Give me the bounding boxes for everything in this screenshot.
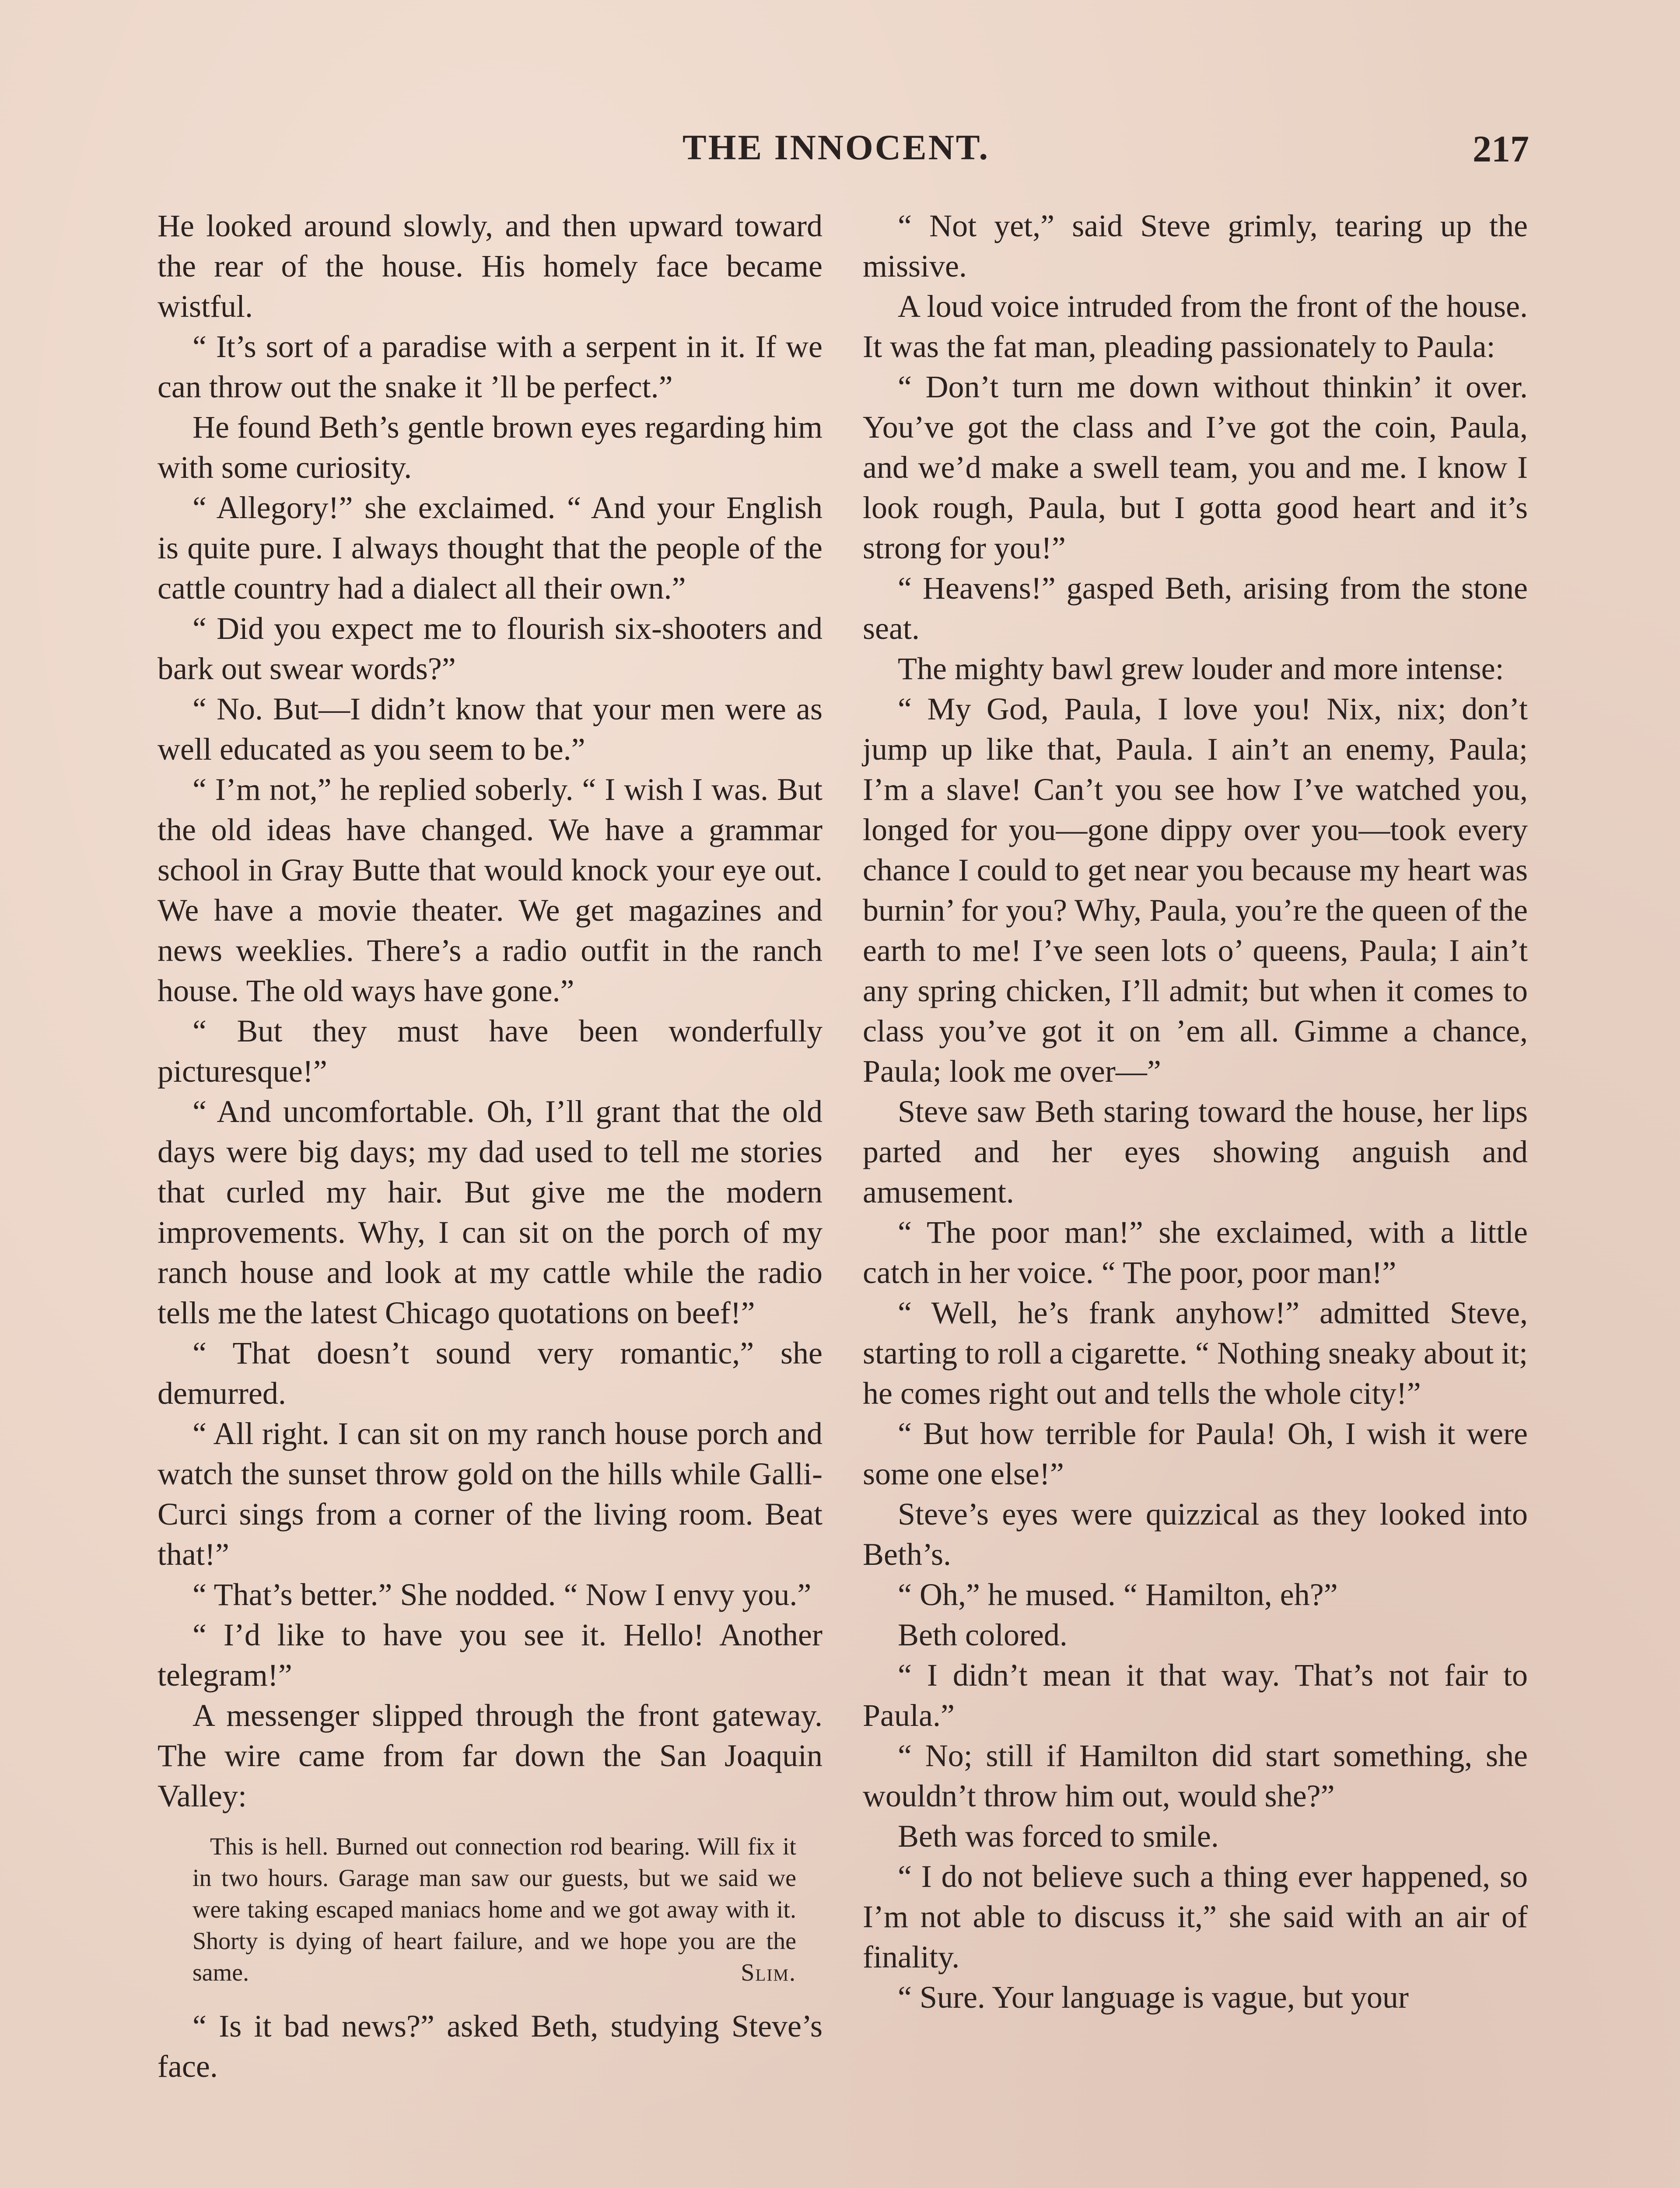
- telegram-signature: Slim.: [741, 1959, 796, 1986]
- paragraph: A loud voice intruded from the front of the house. It was the fat man, pleading passionately to Paula:: [863, 289, 1528, 364]
- page-header: [682, 127, 1529, 175]
- paragraph: “ No. But—I didn’t know that your men were as well educated as you seem to be.”: [158, 691, 822, 767]
- paragraph: Beth colored.: [898, 1617, 1068, 1652]
- paragraph: Beth was forced to smile.: [898, 1819, 1219, 1854]
- left-column: [158, 206, 822, 2086]
- paragraph: “ Oh,” he mused. “ Hamilton, eh?”: [898, 1577, 1338, 1612]
- paragraph: The mighty bawl grew louder and more intense:: [898, 651, 1504, 686]
- paragraph: Steve’s eyes were quizzical as they looked into Beth’s.: [863, 1497, 1528, 1572]
- paragraph: A messenger slipped through the front gateway. The wire came from far down the San Joaquin Valley:: [158, 1698, 822, 1813]
- left-column-paragraphs-after: [158, 2006, 822, 2086]
- paragraph: “ That doesn’t sound very romantic,” she demurred.: [158, 1336, 822, 1411]
- page-number: 217: [1473, 128, 1529, 170]
- paragraph: “ But they must have been wonderfully picturesque!”: [158, 1013, 822, 1089]
- paragraph: “ Not yet,” said Steve grimly, tearing up the missive.: [863, 208, 1528, 284]
- paragraph: “ I do not believe such a thing ever happened, so I’m not able to discuss it,” she said with an air of finality.: [863, 1859, 1528, 1974]
- paragraph: “ I’d like to have you see it. Hello! Another telegram!”: [158, 1617, 822, 1693]
- right-column-paragraphs: [863, 206, 1528, 2017]
- paragraph: “ Allegory!” she exclaimed. “ And your English is quite pure. I always thought that the people of the cattle country had a dialect all their own.”: [158, 490, 822, 606]
- paragraph: “ That’s better.” She nodded. “ Now I envy you.”: [192, 1577, 812, 1612]
- paragraph: Steve saw Beth staring toward the house, her lips parted and her eyes showing anguish and amusement.: [863, 1094, 1528, 1210]
- paragraph: “ The poor man!” she exclaimed, with a little catch in her voice. “ The poor, poor man!”: [863, 1215, 1528, 1290]
- paragraph: “ Is it bad news?” asked Beth, studying Steve’s face.: [158, 2009, 822, 2084]
- paragraph: “ And uncomfortable. Oh, I’ll grant that the old days were big days; my dad used to tell me stories that curled my hair. But give me the modern improvements. Why, I can sit on the porch of my ranch house and look at my cattle while the radio tells me the latest Chicago quotations on beef!”: [158, 1094, 822, 1330]
- paragraph: “ Did you expect me to flourish six-shooters and bark out swear words?”: [158, 611, 822, 686]
- paragraph: “ Sure. Your language is vague, but your: [898, 1980, 1409, 2015]
- paragraph: “ I’m not,” he replied soberly. “ I wish I was. But the old ideas have changed. We have a grammar school in Gray Butte that would knock your eye out. We have a movie theater. We get magazines and news weeklies. There’s a radio outfit in the ranch house. The old ways have gone.”: [158, 772, 822, 1008]
- paragraph: “ All right. I can sit on my ranch house porch and watch the sunset throw gold on the hills while Galli-Curci sings from a corner of the living room. Beat that!”: [158, 1416, 822, 1572]
- paragraph: “ I didn’t mean it that way. That’s not fair to Paula.”: [863, 1658, 1528, 1733]
- paragraph: “ My God, Paula, I love you! Nix, nix; don’t jump up like that, Paula. I ain’t an enemy, Paula; I’m a slave! Can’t you see how I’ve watched you, longed for you—gone dippy over you—took every chance I could to get near you because my heart was burnin’ for you? Why, Paula, you’re the queen of the earth to me! I’ve seen lots o’ queens, Paula; I ain’t any spring chicken, I’ll admit; but when it comes to class you’ve got it on ’em all. Gimme a chance, Paula; look me over—”: [863, 691, 1528, 1089]
- right-column: [863, 206, 1528, 2017]
- paragraph: “ But how terrible for Paula! Oh, I wish it were some one else!”: [863, 1416, 1528, 1491]
- paragraph: He found Beth’s gentle brown eyes regarding him with some curiosity.: [158, 410, 822, 485]
- paragraph: “ It’s sort of a paradise with a serpent in it. If we can throw out the snake it ’ll be perfect.”: [158, 329, 822, 404]
- paragraph: “ Don’t turn me down without thinkin’ it over. You’ve got the class and I’ve got the coin, Paula, and we’d make a swell team, you and me. I know I look rough, Paula, but I gotta good heart and it’s strong for you!”: [863, 369, 1528, 565]
- running-title: THE INNOCENT.: [682, 127, 990, 167]
- paragraph: “ Heavens!” gasped Beth, arising from the stone seat.: [863, 571, 1528, 646]
- paragraph: “ No; still if Hamilton did start something, she wouldn’t throw him out, would she?”: [863, 1738, 1528, 1813]
- telegram-text: This is hell. Burned out connection rod bearing. Will fix it in two hours. Garage man saw our guests, but we said we were taking escaped maniacs home and we got away with it. Shorty is dying of heart failure, and we hope you are the same.: [192, 1833, 796, 1986]
- left-column-paragraphs: [158, 206, 822, 1816]
- paragraph: “ Well, he’s frank anyhow!” admitted Steve, starting to roll a cigarette. “ Nothing sneaky about it; he comes right out and tells the whole city!”: [863, 1295, 1528, 1411]
- paragraph: He looked around slowly, and then upward toward the rear of the house. His homely face became wistful.: [158, 208, 822, 324]
- telegram-block: [192, 1831, 796, 1988]
